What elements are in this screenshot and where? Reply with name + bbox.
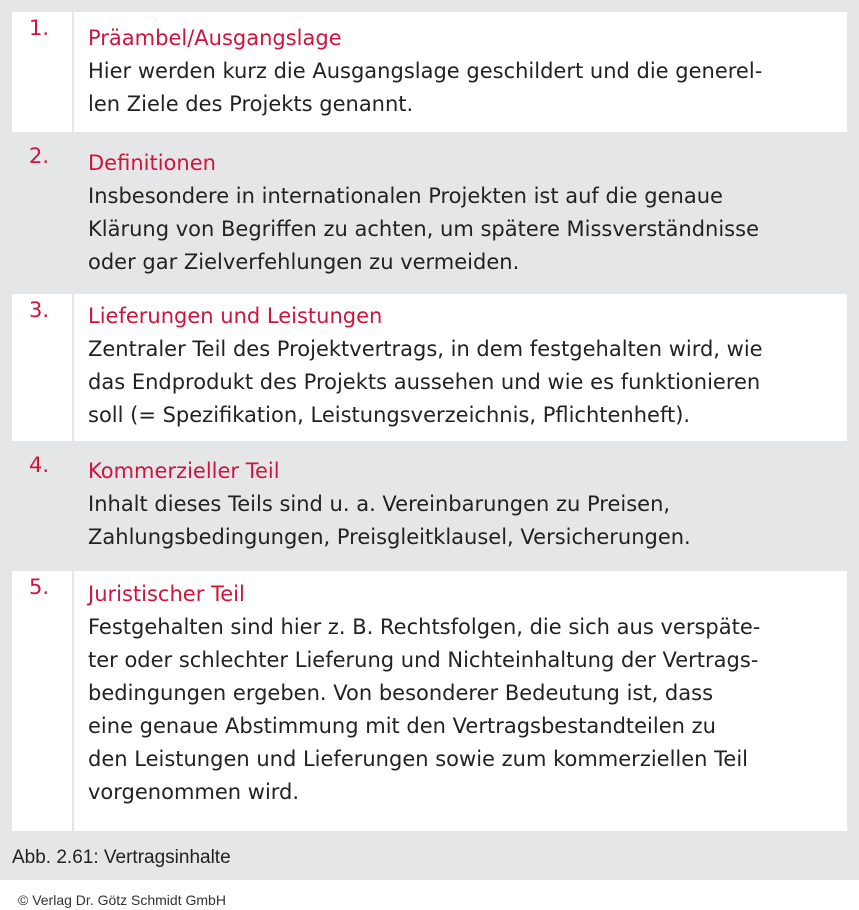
item-text-line: Zahlungsbedingungen, Preisgleitklausel, Versicherungen. <box>88 525 691 549</box>
item-text-line: len Ziele des Projekts genannt. <box>88 92 414 116</box>
item-text-line: bedingungen ergeben. Von besonderer Bedeutung ist, dass <box>88 681 714 705</box>
list-item-deliveries <box>12 294 847 441</box>
item-text-line: Hier werden kurz die Ausgangslage geschildert und die generel- <box>88 59 763 83</box>
item-number: 2. <box>29 144 50 168</box>
list-item-definitions <box>12 140 847 286</box>
item-text-line: Festgehalten sind hier z. B. Rechtsfolgen, die sich aus verspäte- <box>88 615 761 639</box>
figure-caption: Abb. 2.61: Vertragsinhalte <box>12 847 231 868</box>
item-text-line: vorgenommen wird. <box>88 780 300 804</box>
list-item-commercial <box>12 449 847 563</box>
item-divider <box>72 294 74 441</box>
item-divider <box>72 571 74 831</box>
item-text-line: ter oder schlechter Lieferung und Nichteinhaltung der Vertrags- <box>88 648 759 672</box>
list-item-preamble <box>12 12 847 132</box>
item-content <box>88 455 847 554</box>
item-text-line: den Leistungen und Lieferungen sowie zum kommerziellen Teil <box>88 747 749 771</box>
item-text-line: soll (= Spezifikation, Leistungsverzeichnis, Pflichtenheft). <box>88 403 691 427</box>
item-heading: Kommerzieller Teil <box>88 459 280 483</box>
item-text-line: oder gar Zielverfehlungen zu vermeiden. <box>88 250 520 274</box>
item-content <box>88 22 847 121</box>
item-text-line: Klärung von Begriffen zu achten, um spätere Missverständnisse <box>88 217 759 241</box>
item-number: 4. <box>29 453 50 477</box>
item-content <box>88 578 847 809</box>
item-text-line: das Endprodukt des Projekts aussehen und wie es funktionieren <box>88 370 761 394</box>
contract-contents-list <box>12 12 847 831</box>
item-text-line: Inhalt dieses Teils sind u. a. Vereinbarungen zu Preisen, <box>88 492 671 516</box>
item-heading: Lieferungen und Leistungen <box>88 304 383 328</box>
item-heading: Definitionen <box>88 151 216 175</box>
item-text-line: Insbesondere in internationalen Projekten ist auf die genaue <box>88 184 723 208</box>
item-number: 5. <box>29 575 50 599</box>
list-item-legal <box>12 571 847 831</box>
item-heading: Juristischer Teil <box>88 582 245 606</box>
item-content <box>88 300 847 432</box>
item-text-line: eine genaue Abstimmung mit den Vertragsbestandteilen zu <box>88 714 716 738</box>
item-divider <box>72 12 74 132</box>
item-number: 3. <box>29 298 50 322</box>
item-content <box>88 147 847 279</box>
item-text-line: Zentraler Teil des Projektvertrags, in dem festgehalten wird, wie <box>88 337 763 361</box>
copyright-notice: © Verlag Dr. Götz Schmidt GmbH <box>18 892 226 908</box>
item-number: 1. <box>29 16 50 40</box>
item-heading: Präambel/Ausgangslage <box>88 26 342 50</box>
